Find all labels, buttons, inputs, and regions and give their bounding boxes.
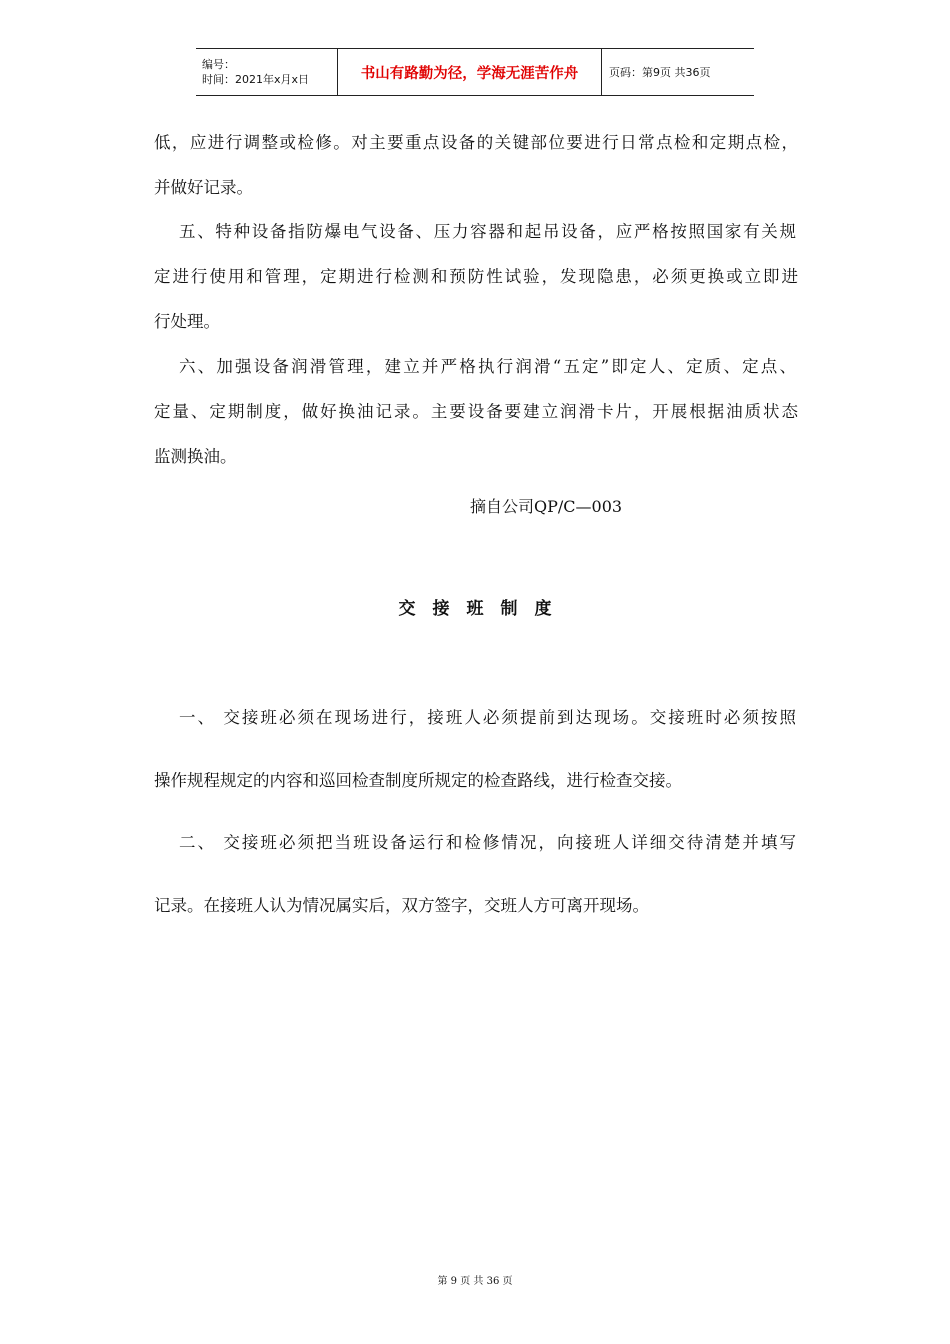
list-item-line: 二、 交接班必须把当班设备运行和检修情况，向接班人详细交待清楚并填写 <box>179 833 796 852</box>
source-attribution: 摘自公司QP/C—003 <box>470 497 623 516</box>
page-header <box>196 48 754 96</box>
document-number-label: 编号： <box>202 58 235 71</box>
header-motto: 书山有路勤为径，学海无涯苦作舟 <box>360 65 579 82</box>
paragraph-line: 定量、定期制度，做好换油记录。主要设备要建立润滑卡片，开展根据油质状态 <box>154 402 798 421</box>
list-item-line: 记录。在接班人认为情况属实后，双方签字，交班人方可离开现场。 <box>154 896 649 915</box>
header-page-cell <box>602 49 754 95</box>
header-page-info: 页码：第9页 共36页 <box>609 66 711 79</box>
paragraph-line: 行处理。 <box>154 312 220 331</box>
document-date-label: 时间：2021年x月x日 <box>202 73 310 86</box>
paragraph-line: 五、特种设备指防爆电气设备、压力容器和起吊设备，应严格按照国家有关规 <box>179 222 796 241</box>
section-title: 交接班制度 <box>398 599 569 619</box>
paragraph-line: 定进行使用和管理，定期进行检测和预防性试验，发现隐患，必须更换或立即进 <box>154 267 798 286</box>
paragraph-line: 六、加强设备润滑管理，建立并严格执行润滑“五定”即定人、定质、定点、 <box>179 357 796 376</box>
list-item-line: 一、 交接班必须在现场进行，接班人必须提前到达现场。交接班时必须按照 <box>179 708 796 727</box>
paragraph-line: 并做好记录。 <box>154 178 253 197</box>
header-meta-cell <box>196 49 338 95</box>
list-item-line: 操作规程规定的内容和巡回检查制度所规定的检查路线，进行检查交接。 <box>154 771 682 790</box>
paragraph-line: 低，应进行调整或检修。对主要重点设备的关键部位要进行日常点检和定期点检， <box>154 133 798 152</box>
paragraph-line: 监测换油。 <box>154 447 237 466</box>
page-footer: 第 9 页 共 36 页 <box>437 1276 513 1287</box>
header-motto-cell <box>338 49 602 95</box>
